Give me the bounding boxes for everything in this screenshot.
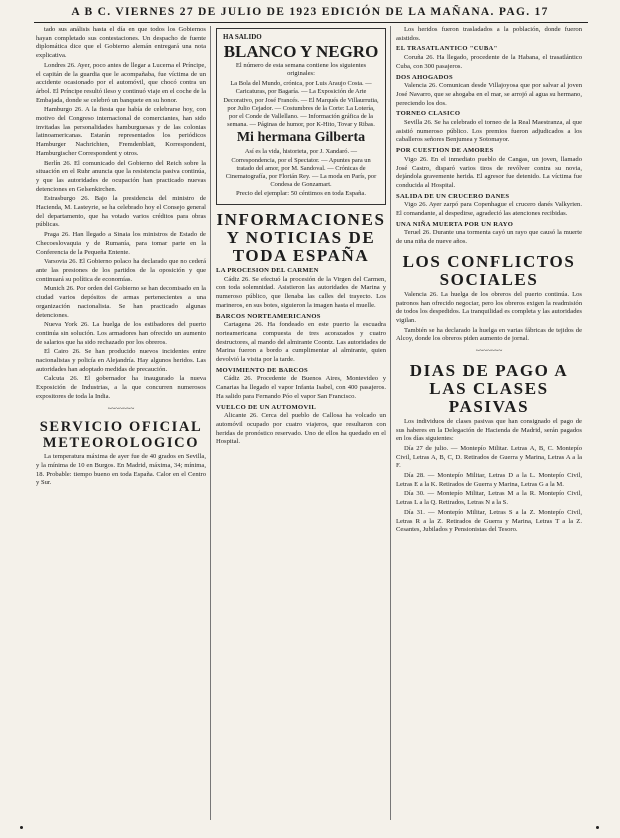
subheading: EL TRASATLANTICO "CUBA" bbox=[396, 45, 498, 53]
subheading: LA PROCESION DEL CARMEN bbox=[216, 267, 319, 275]
ad-price: Precio del ejemplar: 50 céntimos en toda España. bbox=[235, 190, 366, 198]
article-text: Coruña 26. Ha llegado, procedente de la Habana, el trasatlántico Cuba, con 300 pasajeros. bbox=[396, 54, 582, 70]
article-text: Día 27 de julio. — Montepío Militar. Letras A, B, C. Montepío Civil, Letras A, B, C, D. Retirados de Guerra y Marina, Letras A a la F. bbox=[396, 444, 582, 470]
page-header: A B C. VIERNES 27 DE JULIO DE 1923 EDICIÓN DE LA MAÑANA. PAG. 17 bbox=[71, 6, 549, 18]
article-text: Valencia 26. Comunican desde Villajoyosa que por salvar al joven José Navarro, que se ahogaba en el mar, se arrojó al agua su hermano, pereciendo los dos. bbox=[396, 82, 582, 107]
article-text: Praga 26. Han llegado a Sinaia los ministros de Estado de Checoeslovaquia y de Rumanía, para tomar parte en la Conferencia de la Pequeña Entente. bbox=[36, 231, 206, 256]
section-title: SERVICIO OFICIAL METEOROLOGICO bbox=[39, 419, 203, 452]
article-text: Valencia 26. La huelga de los obreros del puerto continúa. Los patronos han ofrecido negociar, pero los obreros exigen la readmisión de todos los despedidos. La tranquilidad es completa y las autoridades vigilan. bbox=[396, 290, 582, 324]
section-title: LOS CONFLICTOS SOCIALES bbox=[402, 251, 576, 289]
article-text: Día 28. — Montepío Militar, Letras D a la L. Montepío Civil, Letras E a la K. Retirados de Guerra y Marina, Letras G a la M. bbox=[396, 472, 582, 488]
article-text: Munich 26. Por orden del Gobierno se han decomisado en la ciudad varios depósitos de armas pertenecientes a una organización nacionalista. Se han practicado algunas detenciones. bbox=[36, 285, 206, 319]
ornament: ~~~~~~~ bbox=[107, 404, 135, 413]
article-text: Estrasburgo 26. Bajo la presidencia del ministro de Hacienda, M. Lasteyrie, se ha celebrado hoy el Consejo general del departamento, que ha votado varios créditos para obras públicas. bbox=[36, 195, 206, 229]
print-mark bbox=[596, 826, 599, 829]
section-title: INFORMACIONES Y NOTICIAS DE TODA ESPAÑA bbox=[216, 210, 386, 266]
advertisement-box bbox=[216, 28, 386, 205]
article-text: Teruel 26. Durante una tormenta cayó un rayo que causó la muerte de una niña de nueve años. bbox=[396, 229, 582, 246]
subheading: TORNEO CLASICO bbox=[396, 110, 461, 118]
article-text: Hamburgo 26. A la fiesta que había de celebrarse hoy, con motivo del Congreso internacional de comerciantes, han sido invitadas las personalidades hamburguesas y de las colonias latinoamericanas. Estarán representados los periódicos Hamburger Nachrichten, Fremdenblatt, Korrespondent, Hamburgischer Correspondent y otros. bbox=[36, 106, 206, 157]
article-text: Los individuos de clases pasivas que han consignado el pago de sus haberes en la Delegación de Hacienda de Madrid, serán pagados en los días siguientes: bbox=[396, 417, 582, 443]
article-text: El Cairo 26. Se han producido nuevos incidentes entre nacionalistas y policía en Alejandría. Hay algunos heridos. Las autoridades han adoptado medidas de precaución. bbox=[36, 348, 206, 373]
article-text: Varsovia 26. El Gobierno polaco ha declarado que no cederá ante las presiones de los partidos de la oposición y que continuará su política de economías. bbox=[36, 258, 206, 283]
article-text: Cartagena 26. Ha fondeado en este puerto la escuadra norteamericana compuesta de tres acorazados y cuatro destructores, al mando del almirante Coontz. Las autoridades de Marina fueron a bordo a cumplimentar al almirante, quien devolvió la visita por la tarde. bbox=[216, 321, 386, 364]
subheading: BARCOS NORTEAMERICANOS bbox=[216, 312, 321, 320]
ad-novel-desc: Así es la vida, historieta, por J. Xandaró. — Correspondencia, por el Spectator. — Apuntes para un tratado del amor, por M. Sandoval. — Crónicas de Cinematografía, por Florián Rey. — La moda en París, por Condesa de Gonzamart. bbox=[225, 148, 377, 189]
article-text: Sevilla 26. Se ha celebrado el torneo de la Real Maestranza, al que asistió numeroso público. Los premios fueron adjudicados a los caballeros señores Benjumea y Sotomayor. bbox=[396, 119, 582, 144]
ornament: ~~~~~~~ bbox=[475, 347, 503, 356]
article-text: Alicante 26. Cerca del pueblo de Callosa ha volcado un automóvil ocupado por cuatro viajeros, que resultaron con heridas de pronóstico reservado. Uno de ellos ha quedado en el Hospital. bbox=[216, 412, 386, 446]
column-2 bbox=[216, 26, 386, 820]
section-title: DIAS DE PAGO A LAS CLASES PASIVAS bbox=[409, 360, 569, 416]
article-text: Cádiz 26. Procedente de Buenos Aires, Montevideo y Canarias ha llegado el vapor Infanta Isabel, con 400 pasajeros. Ha salido para Fernando Póo el vapor San Francisco. bbox=[216, 375, 386, 400]
ad-title: BLANCO Y NEGRO bbox=[223, 41, 379, 61]
print-mark bbox=[20, 826, 23, 829]
article-text: Vigo 26. Ayer zarpó para Copenhague el crucero danés Valkyrien. El comandante, al despedirse, agradeció las atenciones recibidas. bbox=[396, 201, 582, 218]
article-text: La temperatura máxima de ayer fue de 40 grados en Sevilla, y la mínima de 10 en Burgos. En Madrid, máxima, 34; mínima, 18. Probable: tiempo bueno en toda España. Calor en el Centro y Sur. bbox=[36, 453, 206, 487]
article-text: tado sus análisis hasta el día en que todos los Gobiernos hayan completado sus contestaciones. Un despacho de fuente diplomática dice que el Gobierno alemán entregará una nota explicativa. bbox=[36, 26, 206, 60]
article-text: Londres 26. Ayer, poco antes de llegar a Lucerna el Príncipe, el capitán de la guardia que le acompañaba, fue víctima de un accidente ocasionado por el automóvil, que chocó contra un árbol. El Príncipe resultó ileso y continuó viaje en el coche de la Embajada, donde se celebró un banquete en su honor. bbox=[36, 61, 206, 104]
subheading: VUELCO DE UN AUTOMOVIL bbox=[216, 403, 317, 411]
subheading: DOS AHOGADOS bbox=[396, 73, 453, 81]
ad-intro: El número de esta semana contiene los siguientes originales: bbox=[235, 61, 367, 78]
column-3 bbox=[396, 26, 582, 820]
subheading: POR CUESTION DE AMORES bbox=[396, 147, 494, 155]
ad-body: La Bola del Mundo, crónica, por Luis Araujo Costa. — Caricaturas, por Bagaría. — La Exposición de Arte Decorativo, por José Francés. — El Marqués de Villaurrutia, por Julio Cejador. — Costumbres de la Corte: La Lotería, por el Conde de Vallellano. — Información gráfica de la semana. — Páginas de humor, por K-Hito, Tovar y Ribas. bbox=[223, 80, 379, 129]
article-text: Cádiz 26. Se efectuó la procesión de la Virgen del Carmen, con toda solemnidad. Asistieron las autoridades de Marina y numeroso público, que llenaba las calles del trayecto. Los marineros, en sus botes, siguieron la imagen hasta el muelle. bbox=[216, 275, 386, 309]
subheading: SALIDA DE UN CRUCERO DANES bbox=[396, 192, 510, 200]
article-text: Nueva York 26. La huelga de los estibadores del puerto continúa sin solución. Los armadores han ofrecido un aumento de salarios que ha sido rechazado por los obreros. bbox=[36, 321, 206, 346]
article-text: Día 31. — Montepío Militar, Letras S a la Z. Montepío Civil, Letras R a la Z. Retirados de Guerra y Marina, Letras T a la Z. Cesantes, Jubilados y Pensionistas del Tesoro. bbox=[396, 508, 582, 534]
article-text: Día 30. — Montepío Militar, Letras M a la R. Montepío Civil, Letras L a la Q. Retirados, Letras N a la S. bbox=[396, 490, 582, 507]
article-text: Vigo 26. En el inmediato pueblo de Cangas, un joven, llamado José Castro, disparó varios tiros de revólver contra su novia, dejándola gravemente herida. El agresor fue detenido. La víctima fue conducida al Hospital. bbox=[396, 155, 582, 189]
ad-novel-title: Mi hermana Gilberta bbox=[236, 130, 366, 146]
subheading: UNA NIÑA MUERTA POR UN RAYO bbox=[396, 220, 514, 228]
column-1 bbox=[36, 26, 206, 820]
header-rule bbox=[34, 22, 588, 23]
column-divider bbox=[390, 26, 391, 820]
article-text: Los heridos fueron trasladados a la población, donde fueron asistidos. bbox=[396, 26, 582, 42]
article-text: Berlín 26. El comunicado del Gobierno del Reich sobre la situación en el Ruhr anuncia que la resistencia pasiva continúa, y que las autoridades de ocupación han practicado nuevas detenciones en Gelsenkirchen. bbox=[36, 159, 206, 193]
column-divider bbox=[210, 26, 211, 820]
ad-kicker: HA SALIDO bbox=[223, 33, 262, 41]
article-text: También se ha declarado la huelga en varias fábricas de tejidos de Alcoy, donde los obreros piden aumento de jornal. bbox=[396, 326, 582, 343]
subheading: MOVIMIENTO DE BARCOS bbox=[216, 366, 308, 374]
article-text: Calcuta 26. El gobernador ha inaugurado la nueva Exposición de Industrias, a la que concurren numerosos expositores de toda la India. bbox=[36, 375, 206, 400]
